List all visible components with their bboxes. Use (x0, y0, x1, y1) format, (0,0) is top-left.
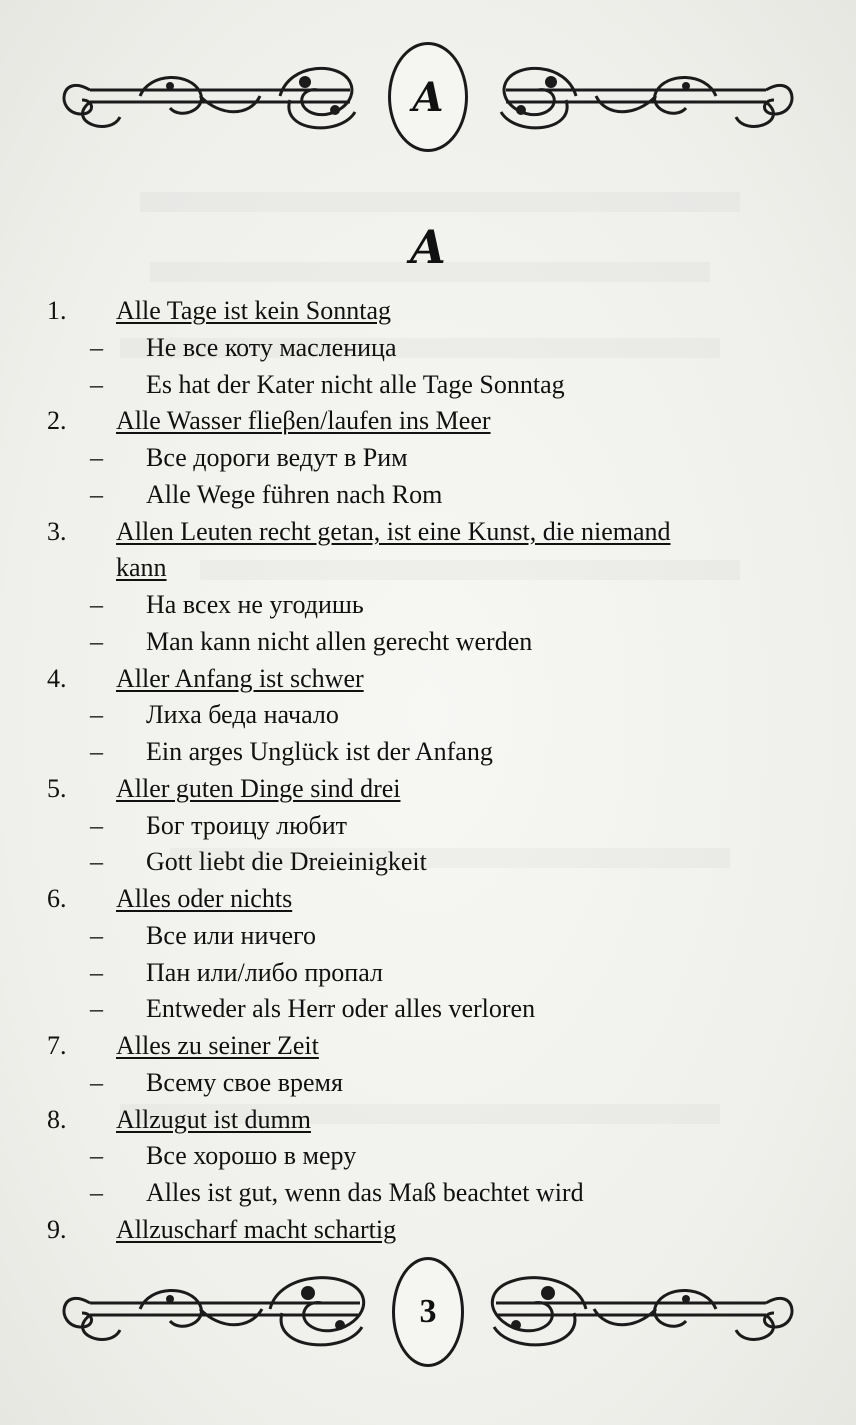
entry-translation: Всему свое время (146, 1067, 343, 1097)
entry-heading: Aller Anfang ist schwer (116, 663, 364, 693)
letter-medallion (388, 42, 468, 152)
entry-heading-row (0, 1102, 856, 1139)
entry-heading: Alle Tage ist kein Sonntag (116, 296, 391, 325)
entry-translation: На всех не угодишь (146, 590, 364, 619)
entry-heading-continuation: kann (116, 553, 167, 583)
bottom-ornament (50, 1255, 806, 1365)
entry-translation-row (0, 624, 856, 661)
top-ornament (50, 42, 806, 152)
entry-heading: Allen Leuten recht getan, ist eine Kunst, die niemand (116, 516, 671, 546)
dash: – (90, 1067, 103, 1097)
dash: – (90, 479, 103, 509)
entry-translation-row (0, 367, 856, 404)
entry-translation-row (0, 477, 856, 514)
dash: – (90, 700, 103, 730)
entry-number: 2. (47, 406, 67, 436)
entry-translation: Alles ist gut, wenn das Maß beachtet wird (146, 1178, 584, 1207)
entry-translation: Пан или/либо пропал (146, 957, 383, 987)
entry-heading-row (0, 403, 856, 440)
dash: – (90, 443, 103, 472)
entry-translation: Man kann nicht allen gerecht werden (146, 626, 533, 656)
entry-translation: Ein arges Unglück ist der Anfang (146, 737, 493, 766)
dash: – (90, 847, 103, 877)
entry-translation: Entweder als Herr oder alles verloren (146, 994, 536, 1024)
entry-translation-row (0, 587, 856, 624)
entry-number: 3. (47, 516, 67, 546)
entry-number: 8. (47, 1104, 67, 1134)
page-number-medallion (392, 1257, 464, 1367)
entry-translation-row (0, 918, 856, 955)
dash: – (90, 626, 103, 656)
entry-translation-row (0, 1138, 856, 1175)
entry-translation-row (0, 991, 856, 1028)
entry-translation: Es hat der Kater nicht alle Tage Sonntag (146, 369, 565, 399)
entry-heading-row (0, 293, 856, 330)
entry-translation: Alle Wege führen nach Rom (146, 479, 443, 509)
entry-translation-row (0, 440, 856, 477)
entry-translation-row (0, 1175, 856, 1212)
dash: – (90, 1141, 103, 1171)
entry-heading-row (0, 1028, 856, 1065)
entry-heading-row (0, 1212, 856, 1249)
dash: – (90, 957, 103, 987)
entry-number: 4. (47, 663, 67, 693)
entry-heading-row (0, 881, 856, 918)
proverb-list (0, 293, 856, 1249)
entry-heading: Alles zu seiner Zeit (116, 1031, 319, 1060)
entry-number: 7. (47, 1031, 67, 1060)
entry-number: 9. (47, 1214, 67, 1244)
entry-translation-row (0, 1065, 856, 1102)
entry-translation: Не все коту масленица (146, 332, 397, 362)
entry-number: 5. (47, 773, 67, 803)
dash: – (90, 810, 103, 840)
entry-heading: Aller guten Dinge sind drei (116, 773, 401, 803)
dash: – (90, 920, 103, 950)
dash: – (90, 332, 103, 362)
dash: – (90, 1178, 103, 1207)
entry-heading-continuation-row (0, 550, 856, 587)
entry-translation-row (0, 844, 856, 881)
entry-translation-row (0, 734, 856, 771)
dash: – (90, 590, 103, 619)
entry-translation-row (0, 808, 856, 845)
entry-translation-row (0, 955, 856, 992)
dash: – (90, 369, 103, 399)
entry-heading-row (0, 771, 856, 808)
entry-translation: Все дороги ведут в Рим (146, 443, 408, 472)
entry-translation: Все хорошо в меру (146, 1141, 357, 1171)
entry-heading: Alles oder nichts (116, 884, 293, 913)
dash: – (90, 737, 103, 766)
entry-heading-row (0, 661, 856, 698)
entry-heading-row (0, 514, 856, 551)
entry-translation-row (0, 697, 856, 734)
page-number: 3 (419, 1293, 437, 1330)
entry-number: 1. (47, 296, 67, 325)
medallion-letter: A (412, 73, 444, 121)
entry-translation: Gott liebt die Dreieinigkeit (146, 847, 427, 877)
section-letter: A (410, 220, 446, 274)
entry-heading: Allzuscharf macht schartig (116, 1214, 397, 1244)
entry-heading: Alle Wasser flieβen/laufen ins Meer (116, 406, 491, 436)
entry-number: 6. (47, 884, 67, 913)
entry-translation-row (0, 330, 856, 367)
dash: – (90, 994, 103, 1024)
entry-translation: Бог троицу любит (146, 810, 348, 840)
entry-translation: Лиха беда начало (146, 700, 339, 730)
entry-translation: Все или ничего (146, 920, 317, 950)
entry-heading: Allzugut ist dumm (116, 1104, 311, 1134)
